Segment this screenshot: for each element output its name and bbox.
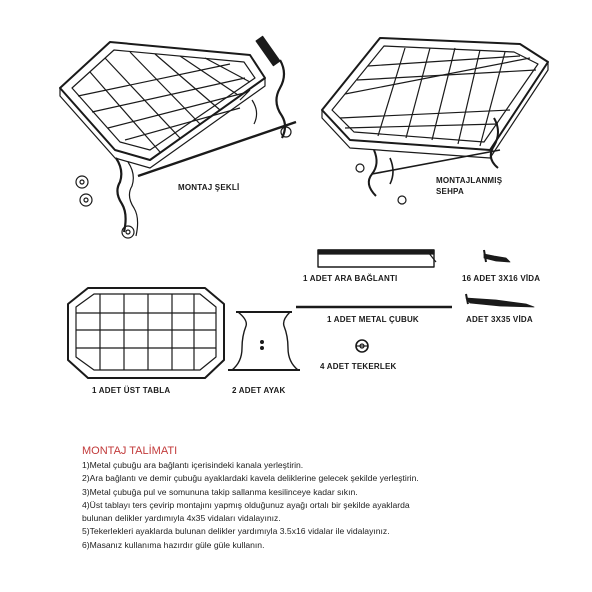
wheel-drawing	[356, 340, 368, 352]
instructions-list	[82, 459, 419, 552]
assembled-table-drawing	[322, 38, 548, 204]
instruction-step: 6)Masanız kullanıma hazırdır güle güle kullanın.	[82, 539, 265, 550]
label-screw-small: 16 ADET 3X16 VİDA	[462, 274, 541, 283]
instruction-step: 5)Tekerlekleri ayaklarda bulunan delikler yardımıyla 3.5x16 vidalar ile vidalayınız.	[82, 526, 390, 537]
label-wheels: 4 ADET TEKERLEK	[320, 362, 397, 371]
instruction-step: 3)Metal çubuğa pul ve somununa takip sallanma kesilinceye kadar sıkın.	[82, 486, 358, 497]
instruction-step: 2)Ara bağlantı ve demir çubuğu ayaklardaki kavela deliklerine gelecek şekilde yerleştirin.	[82, 473, 419, 484]
label-assembled-line2: SEHPA	[436, 187, 464, 196]
top-panel-drawing	[68, 288, 224, 378]
label-top-panel: 1 ADET ÜST TABLA	[92, 386, 171, 395]
label-metal-bar: 1 ADET METAL ÇUBUK	[327, 315, 419, 324]
label-assembly-view: MONTAJ ŞEKLİ	[178, 183, 240, 192]
label-legs: 2 ADET AYAK	[232, 386, 286, 395]
connector-drawing	[318, 250, 436, 267]
legs-drawing	[228, 312, 300, 370]
instruction-step: 4)Üst tablayı ters çevirip montajını yapmış olduğunuz ayağı ortalı bir şekilde ayaklarda	[82, 499, 410, 510]
instruction-step: 1)Metal çubuğu ara bağlantı içerisindeki kanala yerleştirin.	[82, 460, 304, 470]
label-connector: 1 ADET ARA BAĞLANTI	[303, 274, 398, 283]
exploded-table-drawing	[60, 36, 296, 238]
instruction-step: bulunan delikler yardımıyla 4x35 vidaları vidalayınız.	[82, 513, 281, 524]
screw-large-drawing	[466, 294, 534, 307]
label-screw-large: ADET 3X35 VİDA	[466, 315, 533, 324]
instructions-title: MONTAJ TALİMATI	[82, 445, 178, 457]
label-assembled-line1: MONTAJLANMIŞ	[436, 176, 503, 185]
screw-small-drawing	[484, 250, 510, 262]
